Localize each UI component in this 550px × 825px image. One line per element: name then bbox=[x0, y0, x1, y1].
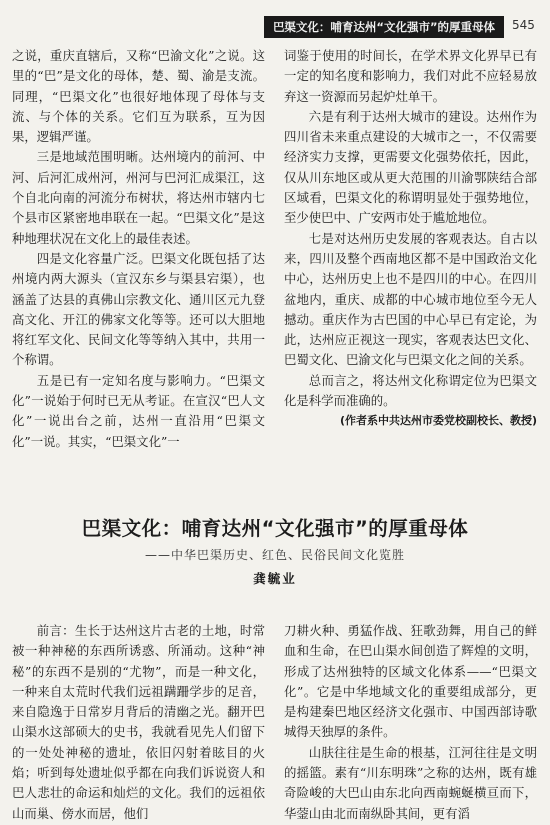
article-author: 龚毓业 bbox=[253, 571, 297, 586]
paragraph: 前言：生长于达州这片古老的土地，时常被一种神秘的东西所诱惑、所涌动。这种“神秘”的东西不是别的“尤物”，而是一种文化，一种来自太荒时代我们远祖蹒跚学步的足音，来自隐逸于日常岁月背后的清幽之光。翻开巴山渠水这部硕大的史书，我就看见先人们留下的一处处神秘的遗址，依旧闪射着眩目的火焰；听到每处遗址似乎都在向我们诉说资人和巴人悲壮的命运和灿烂的文化。我们的远祖依山而巢、傍水而居，他们 bbox=[12, 623, 265, 821]
column-top-right bbox=[284, 46, 537, 432]
paragraph: 四是文化容量广泛。巴渠文化既包括了达州境内两大源头（宣汉东乡与渠县宕渠），也涵盖了达县的真佛山宗教文化、通川区元九登高文化、开江的佛家文化等等。还可以大胆地将红军文化、民间文化等等纳入其中，共用一个称谓。 bbox=[12, 250, 265, 368]
paragraph: 词鉴于使用的时间长，在学术界文化界早已有一定的知名度和影响力，我们对此不应轻易放弃这一资源而另起炉灶单干。 bbox=[284, 48, 537, 104]
paragraph: 五是已有一定知名度与影响力。“巴渠文化”一说始于何时已无从考证。在宣汉“巴人文化”一说出台之前，达州一直沿用“巴渠文化”一说。其实，“巴渠文化”一 bbox=[12, 372, 265, 449]
column-top-left bbox=[12, 46, 265, 452]
paragraph: 六是有利于达州大城市的建设。达州作为四川省未来重点建设的大城市之一，不仅需要经济实力支撑，更需要文化强势依托，因此，仅从川东地区或从更大范围的川渝鄂陕结合部区域看，巴渠文化的称谓明显处于强势地位，至少使巴中、广安两市处于尴尬地位。 bbox=[284, 108, 537, 226]
paragraph: 三是地域范围明晰。达州境内的前河、中河、后河汇成州河，州河与巴河汇成渠江，这个自北向南的河流分布树状，将达州市辖内七个县市区紧密地串联在一起。“巴渠文化”是这种地理状况在文化上的最佳表述。 bbox=[12, 149, 265, 246]
column-bottom-right bbox=[284, 621, 537, 824]
paragraph: 山肤往往是生命的根基，江河往往是文明的摇篮。素有“川东明珠”之称的达州，既有雄奇险峻的大巴山由东北向西南蜿蜒横亘而下，华蓥山由北而南纵卧其间，更有滔 bbox=[284, 744, 537, 821]
running-head bbox=[0, 6, 550, 40]
column-bottom-left bbox=[12, 621, 265, 824]
paragraph: 总而言之，将达州文化称谓定位为巴渠文化是科学而准确的。 bbox=[284, 372, 537, 409]
paragraph: 刀耕火种、勇猛作战、狂歌劲舞，用自己的鲜血和生命，在巴山渠水间创造了辉煌的文明，形成了达州独特的区域文化体系——“巴渠文化”。它是中华地域文化的重要组成部分，更是构建秦巴地区经济文化强市、中国西部诗歌城得天独厚的条件。 bbox=[284, 623, 537, 740]
running-head-title: 巴渠文化：哺育达州“文化强市”的厚重母体 bbox=[264, 16, 504, 38]
paragraph: 七是对达州历史发展的客观表达。自古以来，四川及整个西南地区都不是中国政治文化中心，达州历史上也不是四川的中心。在四川盆地内，重庆、成都的中心城市地位至今无人撼动。重庆作为古巴国的中心早已有定论，为此，达州应正视这一现实，客观表达巴文化、巴蜀文化、巴渝文化与巴渠文化之间的关系。 bbox=[284, 230, 537, 368]
page-number: 545 bbox=[512, 18, 535, 32]
paragraph: 之说，重庆直辖后，又称“巴渝文化”之说。这里的“巴”是文化的母体，楚、蜀、渝是支流。同理，“巴渠文化”也很好地体现了母体与支流、与个体的关系。它们互为联系，互为因果，逻辑严谨。 bbox=[12, 48, 265, 145]
author-affiliation: (作者系中共达州市委党校副校长、教授) bbox=[339, 414, 537, 428]
article-title: 巴渠文化：哺育达州“文化强市”的厚重母体 bbox=[81, 517, 469, 540]
article-subtitle: ——中华巴渠历史、红色、民俗民间文化览胜 bbox=[144, 548, 405, 562]
